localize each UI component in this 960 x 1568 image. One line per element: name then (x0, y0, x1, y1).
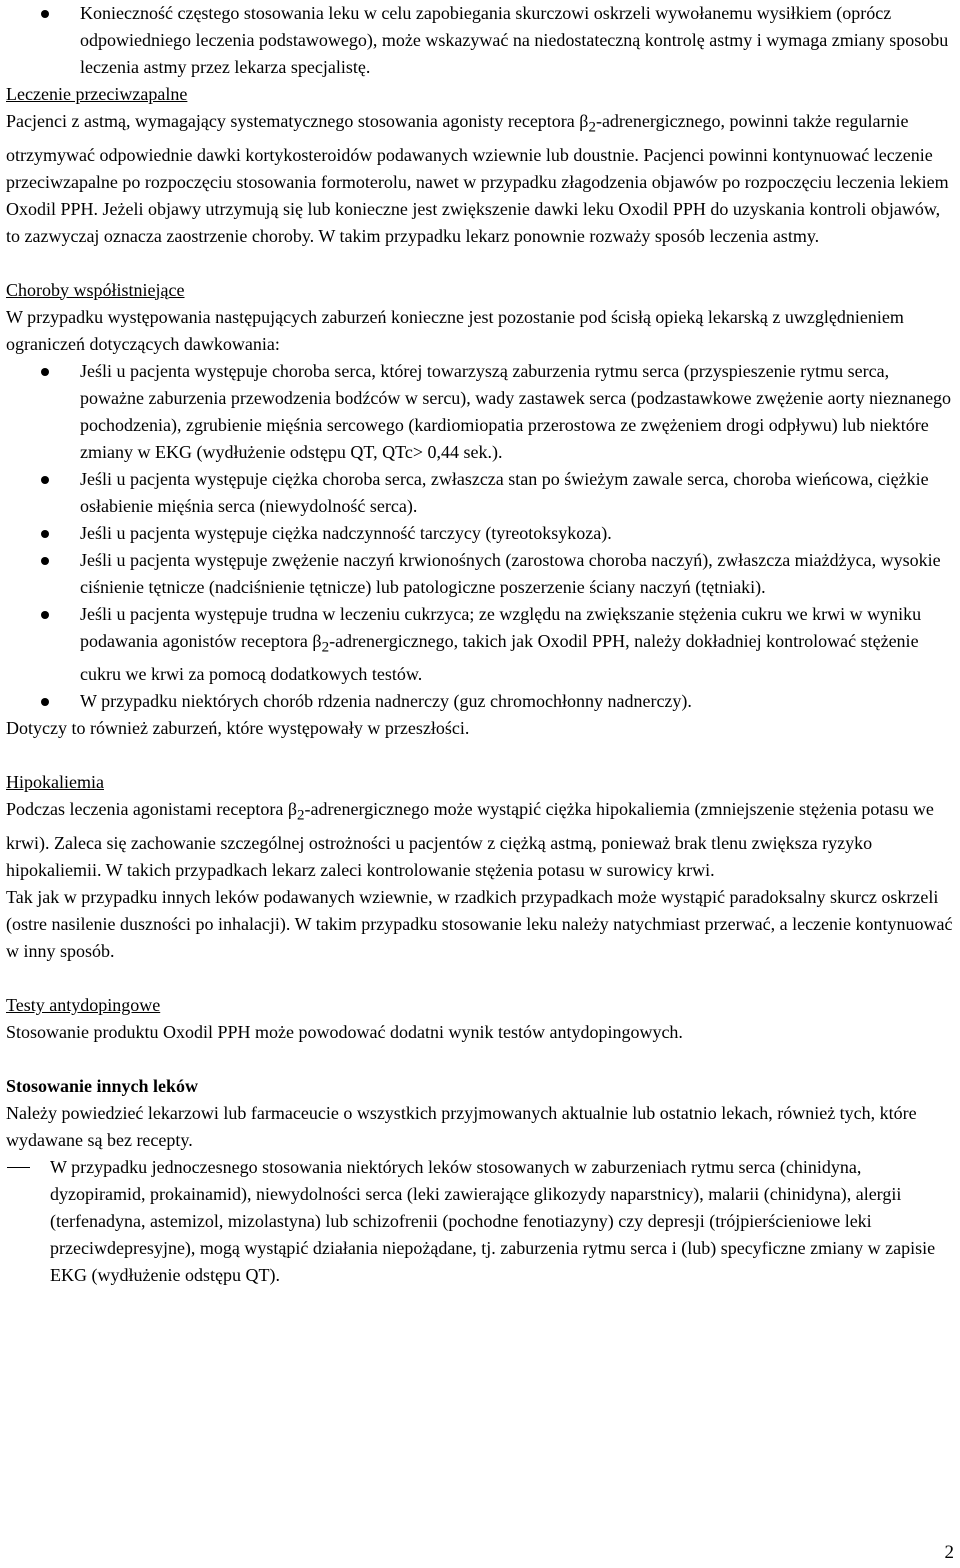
section-heading-hipokaliemia: Hipokaliemia (6, 772, 104, 793)
list-item (6, 601, 956, 689)
paragraph: Stosowanie produktu Oxodil PPH może powodować dodatni wynik testów antydopingowych. (6, 1021, 683, 1042)
section-heading-inne-leki: Stosowanie innych leków (6, 1075, 199, 1096)
text-span: Jeśli u pacjenta występuje trudna w leczeniu cukrzyca; ze względu na zwiększanie stężenia cukru we krwi w wyniku podawania agonistów receptora β (80, 603, 922, 651)
list-item: Jeśli u pacjenta występuje choroba serca, której towarzyszą zaburzenia rytmu serca (przyspieszenie rytmu serca, poważne zaburzenia przewodzenia bodźców w sercu), wady zastawek serca (podzastawkowe zwężenie aorty nieznanego pochodzenia), zgrubienie mięśnia sercowego (kardiomiopatia przerostowa ze zwężeniem drogi odpływu) lub niektóre zmiany w EKG (wydłużenie odstępu QT, QTc> 0,44 sek.). (6, 358, 956, 466)
page-number: 2 (944, 1542, 954, 1563)
list-item: Jeśli u pacjenta występuje zwężenie naczyń krwionośnych (zarostowa choroba naczyń), zwłaszcza miażdżyca, wysokie ciśnienie tętnicze (nadciśnienie tętnicze) lub patologiczne poszerzenie ściany naczyń (tętniaki). (6, 547, 956, 601)
spacer (6, 965, 956, 992)
dash-list (6, 1154, 956, 1289)
text-span: Podczas leczenia agonistami receptora β (6, 799, 298, 820)
bullet-list (6, 358, 956, 716)
subscript: 2 (297, 807, 305, 824)
document-page (6, 0, 956, 1289)
section-heading-choroby: Choroby współistniejące (6, 279, 185, 300)
paragraph: W przypadku występowania następujących zaburzeń konieczne jest pozostanie pod ścisłą opieką lekarską z uwzględnieniem ograniczeń dotyczących dawkowania: (6, 306, 904, 354)
list-item: W przypadku niektórych chorób rdzenia nadnerczy (guz chromochłonny nadnerczy). (6, 688, 956, 715)
list-item: Konieczność częstego stosowania leku w celu zapobiegania skurczowi oskrzeli wywołanemu wysiłkiem (oprócz odpowiedniego leczenia podstawowego), może wskazywać na niedostateczną kontrolę astmy i wymaga zmiany sposobu leczenia astmy przez lekarza specjalistę. (6, 0, 956, 81)
spacer (6, 742, 956, 769)
section-heading-testy: Testy antydopingowe (6, 994, 161, 1015)
list-item: W przypadku jednoczesnego stosowania niektórych leków stosowanych w zaburzeniach rytmu serca (chinidyna, dyzopiramid, prokainamid), niewydolności serca (leki zawierające glikozydy naparstnicy), malarii (chinidyna), alergii (terfenadyna, astemizol, mizolastyna) lub schizofrenii (pochodne fenotiazyny) czy depresji (trójpierścieniowe leki przeciwdepresyjne), mogą wystąpić działania niepożądane, tj. zaburzenia rytmu serca i (lub) specyficzne zmiany w zapisie EKG (wydłużenie odstępu QT). (6, 1154, 956, 1289)
paragraph: Tak jak w przypadku innych leków podawanych wziewnie, w rzadkich przypadkach może wystąpić paradoksalny skurcz oskrzeli (ostre nasilenie duszności po inhalacji). W takim przypadku stosowanie leku należy natychmiast przerwać, a leczenie kontynuować w inny sposób. (6, 886, 953, 961)
intro-list (6, 0, 956, 81)
spacer (6, 250, 956, 277)
paragraph: Należy powiedzieć lekarzowi lub farmaceucie o wszystkich przyjmowanych aktualnie lub ostatnio lekach, również tych, które wydawane są bez recepty. (6, 1102, 917, 1150)
text-span: -adrenergicznego, takich jak Oxodil PPH, należy dokładniej kontrolować stężenie cukru we krwi za pomocą dodatkowych testów. (80, 630, 919, 685)
text-span: -adrenergicznego może wystąpić ciężka hipokaliemia (zmniejszenie stężenia potasu we krwi). Zaleca się zachowanie szczególnej ostrożności u pacjentów z ciężką astmą, ponieważ brak tlenu zwiększa ryzyko hipokaliemii. W takich przypadkach lekarz zaleci kontrolowanie stężenia potasu w surowicy krwi. (6, 799, 934, 880)
spacer (6, 1046, 956, 1073)
list-item: Jeśli u pacjenta występuje ciężka choroba serca, zwłaszcza stan po świeżym zawale serca, choroba wieńcowa, ciężkie osłabienie mięśnia serca (niewydolność serca). (6, 466, 956, 520)
text-span: -adrenergicznego, powinni także regularnie otrzymywać odpowiednie dawki kortykosteroidów podawanych wziewnie lub doustnie. Pacjenci powinni kontynuować leczenie przeciwzapalne po rozpoczęciu stosowania formoterolu, nawet w przypadku złagodzenia objawów po rozpoczęciu leczenia lekiem Oxodil PPH. Jeżeli objawy utrzymują się lub konieczne jest zwiększenie dawki leku Oxodil PPH do uzyskania kontroli objawów, to zazwyczaj oznacza zaostrzenie choroby. W takim przypadku lekarz ponownie rozważy sposób leczenia astmy. (6, 111, 949, 246)
section-heading-leczenie: Leczenie przeciwzapalne (6, 84, 188, 104)
paragraph: Dotyczy to również zaburzeń, które występowały w przeszłości. (6, 718, 470, 739)
text-span: Pacjenci z astmą, wymagający systematycznego stosowania agonisty receptora β (6, 111, 589, 131)
list-item: Jeśli u pacjenta występuje ciężka nadczynność tarczycy (tyreotoksykoza). (6, 520, 956, 547)
subscript: 2 (588, 119, 596, 136)
paragraph (6, 108, 956, 250)
paragraph (6, 796, 956, 884)
subscript: 2 (321, 639, 330, 656)
